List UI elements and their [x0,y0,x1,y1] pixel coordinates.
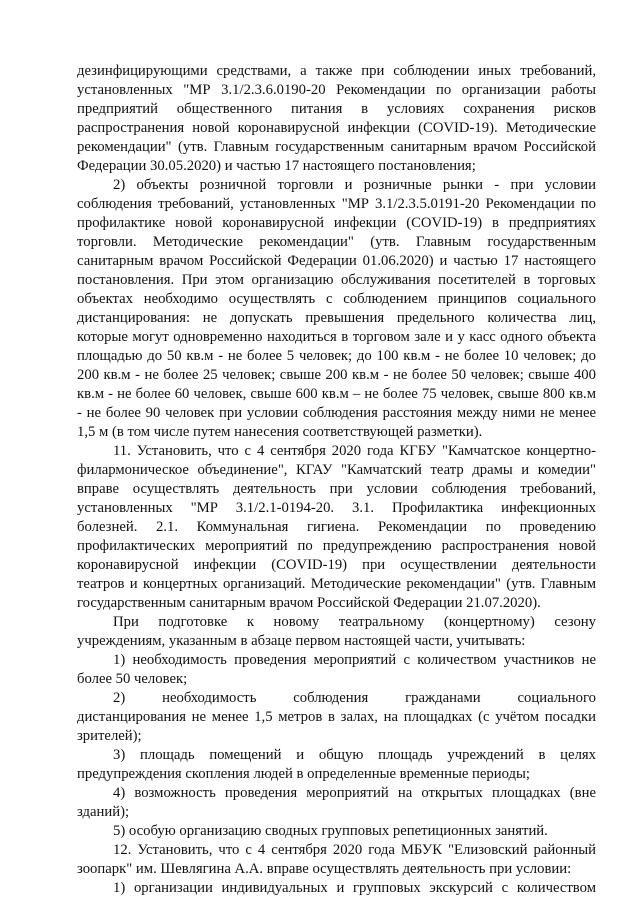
text-line: театров и концертных организаций. Методические рекомендации" (утв. Главным [77,576,596,592]
text-line: учреждениям, указанным в абзаце первом настоящей части, учитывать: [77,633,526,649]
text-line: соблюдения требований, установленных "МР 3.1/2.3.5.0191-20 Рекомендации по [77,196,596,212]
text-line: 1) необходимость проведения мероприятий с количеством участников не [113,652,596,668]
text-line: дезинфицирующими средствами, а также при соблюдении иных требований, [77,63,596,79]
text-line: 4) возможность проведения мероприятий на открытых площадках (вне [113,785,596,801]
text-line: распространения новой коронавирусной инфекции (COVID-19). Методические [77,120,596,136]
text-line: 12. Установить, что с 4 сентября 2020 года МБУК "Елизовский районный [113,842,596,858]
text-line: установленных "МР 3.1/2.1-0194-20. 3.1. Профилактика инфекционных [77,500,596,516]
text-line: которые могут одновременно находиться в торговом зале и у касс одного объекта [77,329,596,345]
text-line: профилактических мероприятий по предупреждению распространения новой [77,538,596,554]
text-line: коронавирусной инфекции (COVID-19) при осуществлении деятельности [77,557,596,573]
text-line: 3) площадь помещений и общую площадь учреждений в целях [113,747,596,763]
text-line: - не более 90 человек при условии соблюдения расстояния между ними не менее [77,405,596,421]
text-line: вправе осуществлять деятельность при условии соблюдения требований, [77,481,596,497]
text-line: профилактике новой коронавирусной инфекции (COVID-19) в предприятиях [77,215,596,231]
text-line: постановления. При этом организацию обслуживания посетителей в торговых [77,272,596,288]
text-line: установленных "МР 3.1/2.3.6.0190-20 Рекомендации по организации работы [77,82,596,98]
text-line: 11. Установить, что с 4 сентября 2020 года КГБУ "Камчатское концертно- [113,443,596,459]
text-line: объектах необходимо осуществлять с соблюдением принципов социального [77,291,596,307]
text-line: зрителей); [77,728,142,744]
text-line: предупреждения скопления людей в определенные временные периоды; [77,766,530,782]
text-line: более 50 человек; [77,671,188,687]
text-line: 1) организации индивидуальных и групповых экскурсий с количеством [113,880,596,896]
text-line: 5) особую организацию сводных групповых репетиционных занятий. [113,823,548,839]
text-line: 2) объекты розничной торговли и розничные рынки - при условии [113,177,596,193]
text-line: кв.м - не более 60 человек, свыше 600 кв.м – не более 75 человек, свыше 800 кв.м [77,386,596,402]
text-line: филармоническое объединение", КГАУ "Камчатский театр драмы и комедии" [77,462,596,478]
text-line: При подготовке к новому театральному (концертному) сезону [113,614,596,630]
text-line: зоопарк" им. Шевлягина А.А. вправе осуществлять деятельность при условии: [77,861,572,877]
text-line: торговли. Методические рекомендации" (утв. Главным государственным [77,234,596,250]
text-line: дистанцирования: не допускать превышения предельного количества лиц, [77,310,596,326]
text-line: Федерации 30.05.2020) и частью 17 настоящего постановления; [77,158,476,174]
text-line: дистанцирования не менее 1,5 метров в залах, на площадках (с учётом посадки [77,709,596,725]
text-line: зданий); [77,804,130,820]
text-line: 2) необходимость соблюдения гражданами социального [113,690,596,706]
text-line: болезней. 2.1. Коммунальная гигиена. Рекомендации по проведению [77,519,596,535]
text-line: предприятий общественного питания в условиях сохранения рисков [77,101,596,117]
text-line: рекомендации" (утв. Главным государственным санитарным врачом Российской [77,139,596,155]
text-line: 1,5 м (в том числе путем нанесения соответствующей разметки). [77,424,483,440]
text-line: 200 кв.м - не более 25 человек; свыше 200 кв.м - не более 50 человек; свыше 400 [77,367,596,383]
text-line: площадью до 50 кв.м - не более 5 человек; до 100 кв.м - не более 10 человек; до [77,348,596,364]
text-line: государственным санитарным врачом Российской Федерации 21.07.2020). [77,595,541,611]
text-line: санитарным врачом Российской Федерации 01.06.2020) и частью 17 настоящего [77,253,596,269]
